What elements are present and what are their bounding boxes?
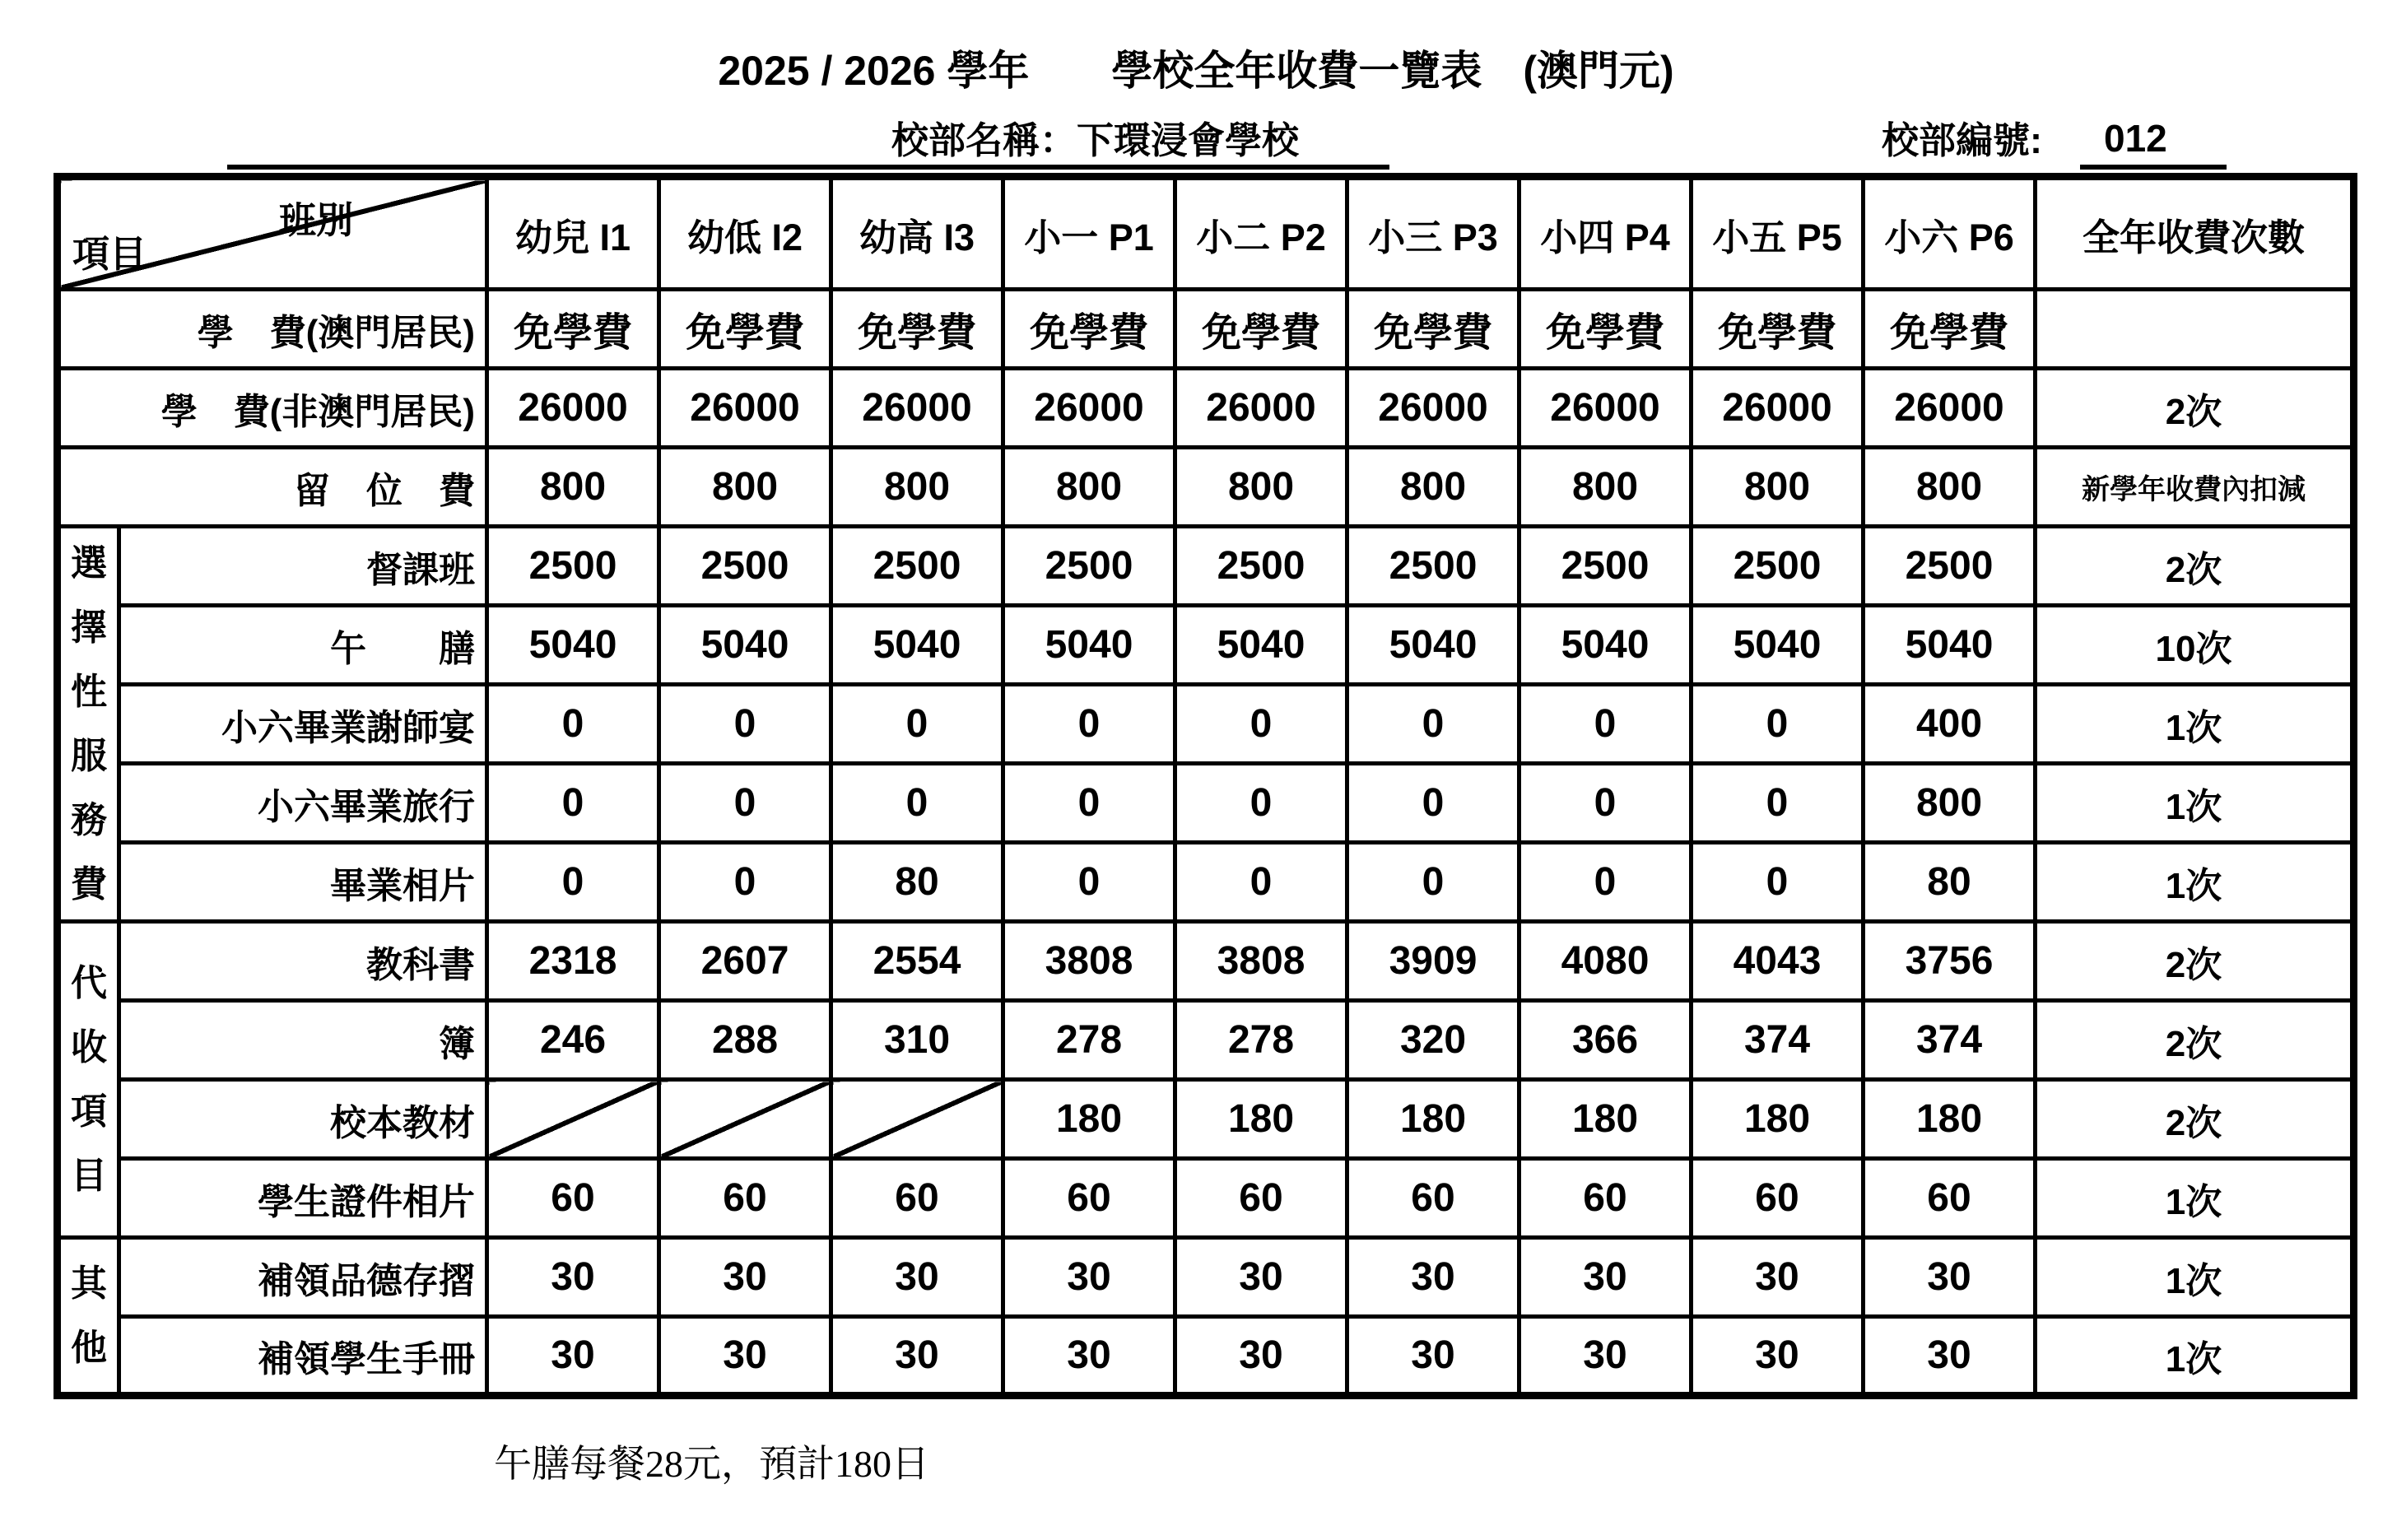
fee-value-cell: 60 (487, 1159, 659, 1238)
fee-value-cell: 30 (1175, 1317, 1347, 1396)
row-label-cell: 教科書 (119, 922, 487, 1001)
fee-value-cell: 180 (1175, 1080, 1347, 1159)
table-row (58, 527, 2354, 606)
fee-value-cell: 60 (1692, 1159, 1864, 1238)
fee-value-cell: 0 (1003, 685, 1175, 764)
fee-value-cell: 800 (1692, 448, 1864, 527)
fee-value-cell: 0 (659, 685, 831, 764)
fee-value-cell: 30 (1175, 1238, 1347, 1317)
fee-value-cell: 246 (487, 1001, 659, 1080)
fee-value-cell: 2554 (831, 922, 1003, 1001)
fee-value-cell: 2500 (1175, 527, 1347, 606)
fee-value-cell: 3808 (1175, 922, 1347, 1001)
row-label-cell: 小六畢業謝師宴 (119, 685, 487, 764)
fee-value-cell: 3756 (1864, 922, 2036, 1001)
fee-value-cell: 30 (487, 1317, 659, 1396)
table-row (58, 1159, 2354, 1238)
fee-value-cell: 0 (1692, 685, 1864, 764)
row-label-cell: 學生證件相片 (119, 1159, 487, 1238)
fee-value-cell: 3909 (1347, 922, 1519, 1001)
fee-value-cell: 30 (1692, 1317, 1864, 1396)
fee-value-cell: 免學費 (831, 290, 1003, 369)
fee-value-cell: 5040 (1519, 606, 1692, 685)
fee-value-cell: 30 (1347, 1238, 1519, 1317)
fee-value-cell: 800 (1864, 448, 2036, 527)
fee-value-cell: 0 (1519, 764, 1692, 843)
fee-value-cell: 5040 (1692, 606, 1864, 685)
na-diagonal-cell (831, 1080, 1003, 1159)
fee-value-cell: 免學費 (1347, 290, 1519, 369)
fee-value-cell: 0 (1175, 843, 1347, 922)
fee-value-cell: 180 (1864, 1080, 2036, 1159)
row-label-cell: 督課班 (119, 527, 487, 606)
fee-value-cell: 3808 (1003, 922, 1175, 1001)
times-cell: 2次 (2036, 922, 2354, 1001)
fee-value-cell: 免學費 (659, 290, 831, 369)
fee-value-cell: 0 (831, 764, 1003, 843)
fee-table (54, 173, 2357, 1399)
fee-value-cell: 26000 (1347, 369, 1519, 448)
table-row (58, 1080, 2354, 1159)
fee-value-cell: 5040 (831, 606, 1003, 685)
times-cell: 2次 (2036, 1080, 2354, 1159)
table-row (58, 290, 2354, 369)
fee-value-cell: 366 (1519, 1001, 1692, 1080)
fee-value-cell: 180 (1003, 1080, 1175, 1159)
fee-value-cell: 30 (1692, 1238, 1864, 1317)
fee-value-cell: 800 (659, 448, 831, 527)
column-header: 幼低 I2 (659, 177, 831, 290)
fee-value-cell: 2500 (487, 527, 659, 606)
fee-value-cell: 60 (1175, 1159, 1347, 1238)
fee-value-cell: 免學費 (487, 290, 659, 369)
school-name: 校部名稱：下環浸會學校 (891, 119, 1300, 161)
fee-value-cell: 5040 (1347, 606, 1519, 685)
table-row (58, 764, 2354, 843)
row-label-cell: 補領學生手冊 (119, 1317, 487, 1396)
corner-label-class: 班別 (279, 199, 354, 241)
row-label-cell: 補領品德存摺 (119, 1238, 487, 1317)
column-header: 小六 P6 (1864, 177, 2036, 290)
fee-value-cell: 0 (1003, 843, 1175, 922)
times-cell (2036, 290, 2354, 369)
fee-value-cell: 320 (1347, 1001, 1519, 1080)
table-row (58, 1317, 2354, 1396)
fee-value-cell: 60 (1003, 1159, 1175, 1238)
fee-value-cell: 0 (1347, 685, 1519, 764)
table-row (58, 448, 2354, 527)
column-header: 幼高 I3 (831, 177, 1003, 290)
fee-value-cell: 0 (1519, 685, 1692, 764)
fee-value-cell: 0 (659, 843, 831, 922)
table-row (58, 922, 2354, 1001)
na-diagonal-cell (659, 1080, 831, 1159)
fee-value-cell: 800 (831, 448, 1003, 527)
row-label-cell: 學 費(非澳門居民) (58, 369, 487, 448)
column-header: 幼兒 I1 (487, 177, 659, 290)
column-header: 小一 P1 (1003, 177, 1175, 290)
fee-value-cell: 60 (1864, 1159, 2036, 1238)
corner-label-item: 項目 (72, 233, 147, 275)
fee-value-cell: 免學費 (1864, 290, 2036, 369)
footnote: 午膳每餐28元，預計180日 (494, 1443, 929, 1485)
fee-value-cell: 288 (659, 1001, 831, 1080)
column-header: 小五 P5 (1692, 177, 1864, 290)
row-label-cell: 午 膳 (119, 606, 487, 685)
times-cell: 1次 (2036, 1317, 2354, 1396)
fee-value-cell: 26000 (1519, 369, 1692, 448)
fee-value-cell: 5040 (1864, 606, 2036, 685)
fee-value-cell: 80 (1864, 843, 2036, 922)
fee-value-cell: 2500 (831, 527, 1003, 606)
column-header-times: 全年收費次數 (2036, 177, 2354, 290)
corner-header-cell (58, 177, 487, 290)
school-name-underline (227, 165, 1389, 170)
fee-value-cell: 800 (1347, 448, 1519, 527)
school-code-value: 012 (2104, 117, 2167, 160)
table-row (58, 843, 2354, 922)
times-cell: 1次 (2036, 1159, 2354, 1238)
times-cell: 2次 (2036, 1001, 2354, 1080)
page-title: 2025 / 2026 學年 學校全年收費一覽表 (澳門元) (718, 48, 1674, 94)
fee-value-cell: 400 (1864, 685, 2036, 764)
fee-value-cell: 30 (1003, 1238, 1175, 1317)
fee-value-cell: 2500 (1003, 527, 1175, 606)
fee-value-cell: 30 (1864, 1317, 2036, 1396)
fee-value-cell: 0 (1347, 843, 1519, 922)
fee-value-cell: 30 (659, 1317, 831, 1396)
column-header: 小二 P2 (1175, 177, 1347, 290)
fee-value-cell: 免學費 (1003, 290, 1175, 369)
fee-value-cell: 0 (1175, 764, 1347, 843)
fee-value-cell: 2500 (1347, 527, 1519, 606)
row-label-cell: 校本教材 (119, 1080, 487, 1159)
row-label-cell: 留 位 費 (58, 448, 487, 527)
fee-value-cell: 0 (1519, 843, 1692, 922)
row-label-cell: 簿 (119, 1001, 487, 1080)
fee-value-cell: 2500 (659, 527, 831, 606)
group-label-cell: 其 他 (58, 1238, 119, 1396)
column-header: 小三 P3 (1347, 177, 1519, 290)
table-row (58, 1001, 2354, 1080)
table-row (58, 1238, 2354, 1317)
fee-value-cell: 26000 (1692, 369, 1864, 448)
school-code-underline (2080, 165, 2227, 170)
fee-value-cell: 2500 (1864, 527, 2036, 606)
fee-value-cell: 800 (487, 448, 659, 527)
fee-value-cell: 4043 (1692, 922, 1864, 1001)
row-label-cell: 小六畢業旅行 (119, 764, 487, 843)
fee-value-cell: 30 (1519, 1238, 1692, 1317)
fee-value-cell: 374 (1864, 1001, 2036, 1080)
group-label-cell: 代 收 項 目 (58, 922, 119, 1238)
times-cell: 2次 (2036, 527, 2354, 606)
fee-value-cell: 30 (1519, 1317, 1692, 1396)
table-row (58, 369, 2354, 448)
fee-value-cell: 0 (1175, 685, 1347, 764)
header-row (58, 177, 2354, 290)
table-row (58, 685, 2354, 764)
table-row (58, 606, 2354, 685)
times-cell: 1次 (2036, 685, 2354, 764)
fee-value-cell: 0 (487, 764, 659, 843)
row-label-cell: 學 費(澳門居民) (58, 290, 487, 369)
fee-value-cell: 5040 (487, 606, 659, 685)
fee-value-cell: 60 (1347, 1159, 1519, 1238)
times-cell: 2次 (2036, 369, 2354, 448)
fee-value-cell: 180 (1347, 1080, 1519, 1159)
fee-value-cell: 60 (831, 1159, 1003, 1238)
fee-value-cell: 2607 (659, 922, 831, 1001)
fee-value-cell: 0 (1692, 764, 1864, 843)
fee-value-cell: 免學費 (1692, 290, 1864, 369)
fee-value-cell: 180 (1692, 1080, 1864, 1159)
fee-value-cell: 800 (1519, 448, 1692, 527)
fee-value-cell: 800 (1175, 448, 1347, 527)
times-cell: 1次 (2036, 843, 2354, 922)
fee-value-cell: 26000 (1003, 369, 1175, 448)
na-diagonal-cell (487, 1080, 659, 1159)
times-cell: 新學年收費內扣減 (2036, 448, 2354, 527)
fee-value-cell: 278 (1003, 1001, 1175, 1080)
fee-value-cell: 800 (1864, 764, 2036, 843)
fee-value-cell: 免學費 (1519, 290, 1692, 369)
fee-value-cell: 5040 (1003, 606, 1175, 685)
times-cell: 1次 (2036, 764, 2354, 843)
fee-value-cell: 4080 (1519, 922, 1692, 1001)
fee-value-cell: 0 (1003, 764, 1175, 843)
fee-value-cell: 60 (1519, 1159, 1692, 1238)
fee-value-cell: 5040 (659, 606, 831, 685)
fee-value-cell: 0 (1692, 843, 1864, 922)
fee-value-cell: 26000 (487, 369, 659, 448)
fee-value-cell: 30 (831, 1317, 1003, 1396)
fee-value-cell: 278 (1175, 1001, 1347, 1080)
fee-value-cell: 310 (831, 1001, 1003, 1080)
fee-value-cell: 30 (1864, 1238, 2036, 1317)
fee-value-cell: 5040 (1175, 606, 1347, 685)
fee-value-cell: 80 (831, 843, 1003, 922)
fee-value-cell: 30 (659, 1238, 831, 1317)
times-cell: 1次 (2036, 1238, 2354, 1317)
fee-value-cell: 0 (1347, 764, 1519, 843)
fee-value-cell: 0 (487, 685, 659, 764)
fee-value-cell: 2500 (1692, 527, 1864, 606)
fee-value-cell: 0 (831, 685, 1003, 764)
fee-value-cell: 374 (1692, 1001, 1864, 1080)
column-header: 小四 P4 (1519, 177, 1692, 290)
fee-value-cell: 26000 (831, 369, 1003, 448)
fee-value-cell: 60 (659, 1159, 831, 1238)
fee-value-cell: 30 (1347, 1317, 1519, 1396)
fee-value-cell: 2318 (487, 922, 659, 1001)
group-label-cell: 選 擇 性 服 務 費 (58, 527, 119, 922)
school-code-label: 校部編號: (1882, 119, 2042, 161)
fee-value-cell: 30 (1003, 1317, 1175, 1396)
fee-value-cell: 2500 (1519, 527, 1692, 606)
fee-value-cell: 800 (1003, 448, 1175, 527)
fee-value-cell: 180 (1519, 1080, 1692, 1159)
fee-value-cell: 0 (487, 843, 659, 922)
fee-value-cell: 30 (487, 1238, 659, 1317)
row-label-cell: 畢業相片 (119, 843, 487, 922)
fee-value-cell: 26000 (1864, 369, 2036, 448)
fee-value-cell: 0 (659, 764, 831, 843)
times-cell: 10次 (2036, 606, 2354, 685)
fee-value-cell: 26000 (1175, 369, 1347, 448)
fee-value-cell: 免學費 (1175, 290, 1347, 369)
fee-value-cell: 26000 (659, 369, 831, 448)
fee-value-cell: 30 (831, 1238, 1003, 1317)
